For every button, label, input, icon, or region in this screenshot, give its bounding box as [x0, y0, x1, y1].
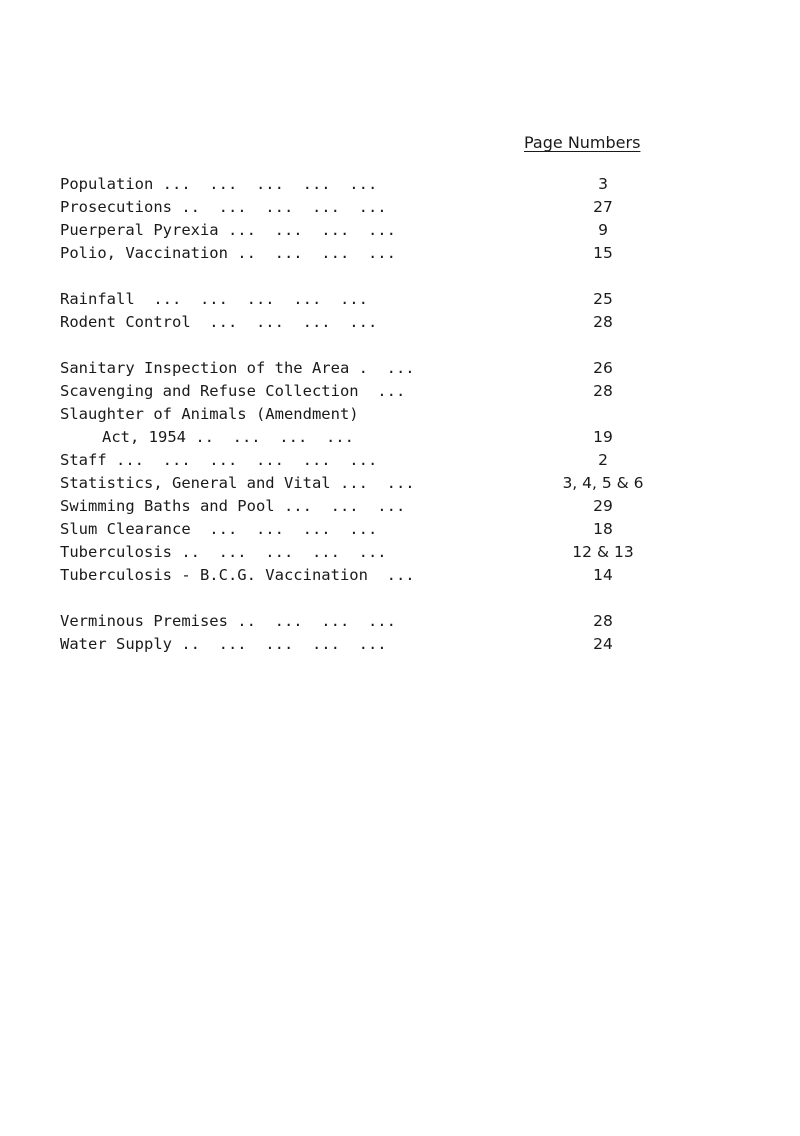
index-topic: Scavenging and Refuse Collection ... [60, 382, 406, 400]
index-page-ref: 3, 4, 5 & 6 [562, 474, 644, 492]
index-topic: Puerperal Pyrexia ... ... ... ... [60, 221, 396, 239]
index-topic: Swimming Baths and Pool ... ... ... [60, 497, 406, 515]
index-row [0, 474, 800, 496]
index-row [0, 520, 800, 542]
index-page-ref: 3 [598, 175, 608, 193]
index-page-ref: 2 [598, 451, 608, 469]
index-topic: Rainfall ... ... ... ... ... [60, 290, 368, 308]
index-page-ref: 26 [593, 359, 613, 377]
index-row [0, 244, 800, 266]
index-row [0, 290, 800, 312]
index-row [0, 198, 800, 220]
page-numbers-heading: Page Numbers [524, 133, 641, 152]
index-page-ref: 15 [593, 244, 613, 262]
index-page-ref: 14 [593, 566, 613, 584]
index-topic: Staff ... ... ... ... ... ... [60, 451, 378, 469]
index-row [0, 497, 800, 519]
index-row [0, 175, 800, 197]
index-page-ref: 28 [593, 612, 613, 630]
index-topic: Slum Clearance ... ... ... ... [60, 520, 378, 538]
index-page-ref: 28 [593, 313, 613, 331]
index-topic: Act, 1954 .. ... ... ... [102, 428, 354, 446]
index-row [0, 428, 800, 450]
index-row [0, 566, 800, 588]
index-page-ref: 9 [598, 221, 608, 239]
index-row [0, 612, 800, 634]
index-row [0, 313, 800, 335]
index-row [0, 359, 800, 381]
index-page-ref: 25 [593, 290, 613, 308]
index-topic: Polio, Vaccination .. ... ... ... [60, 244, 396, 262]
index-row [0, 221, 800, 243]
index-page-ref: 18 [593, 520, 613, 538]
index-page-ref: 27 [593, 198, 613, 216]
index-topic: Sanitary Inspection of the Area . ... [60, 359, 415, 377]
index-topic: Tuberculosis - B.C.G. Vaccination ... [60, 566, 415, 584]
index-row [0, 405, 800, 427]
index-row [0, 451, 800, 473]
index-page-ref: 12 & 13 [572, 543, 634, 561]
index-topic: Population ... ... ... ... ... [60, 175, 378, 193]
index-topic: Rodent Control ... ... ... ... [60, 313, 378, 331]
index-row [0, 635, 800, 657]
index-topic: Slaughter of Animals (Amendment) [60, 405, 359, 423]
index-topic: Water Supply .. ... ... ... ... [60, 635, 387, 653]
index-page-ref: 28 [593, 382, 613, 400]
index-page-ref: 29 [593, 497, 613, 515]
index-row [0, 382, 800, 404]
index-page-ref: 24 [593, 635, 613, 653]
index-row [0, 543, 800, 565]
index-page-ref: 19 [593, 428, 613, 446]
index-topic: Verminous Premises .. ... ... ... [60, 612, 396, 630]
index-topic: Tuberculosis .. ... ... ... ... [60, 543, 387, 561]
index-topic: Prosecutions .. ... ... ... ... [60, 198, 387, 216]
index-topic: Statistics, General and Vital ... ... [60, 474, 415, 492]
